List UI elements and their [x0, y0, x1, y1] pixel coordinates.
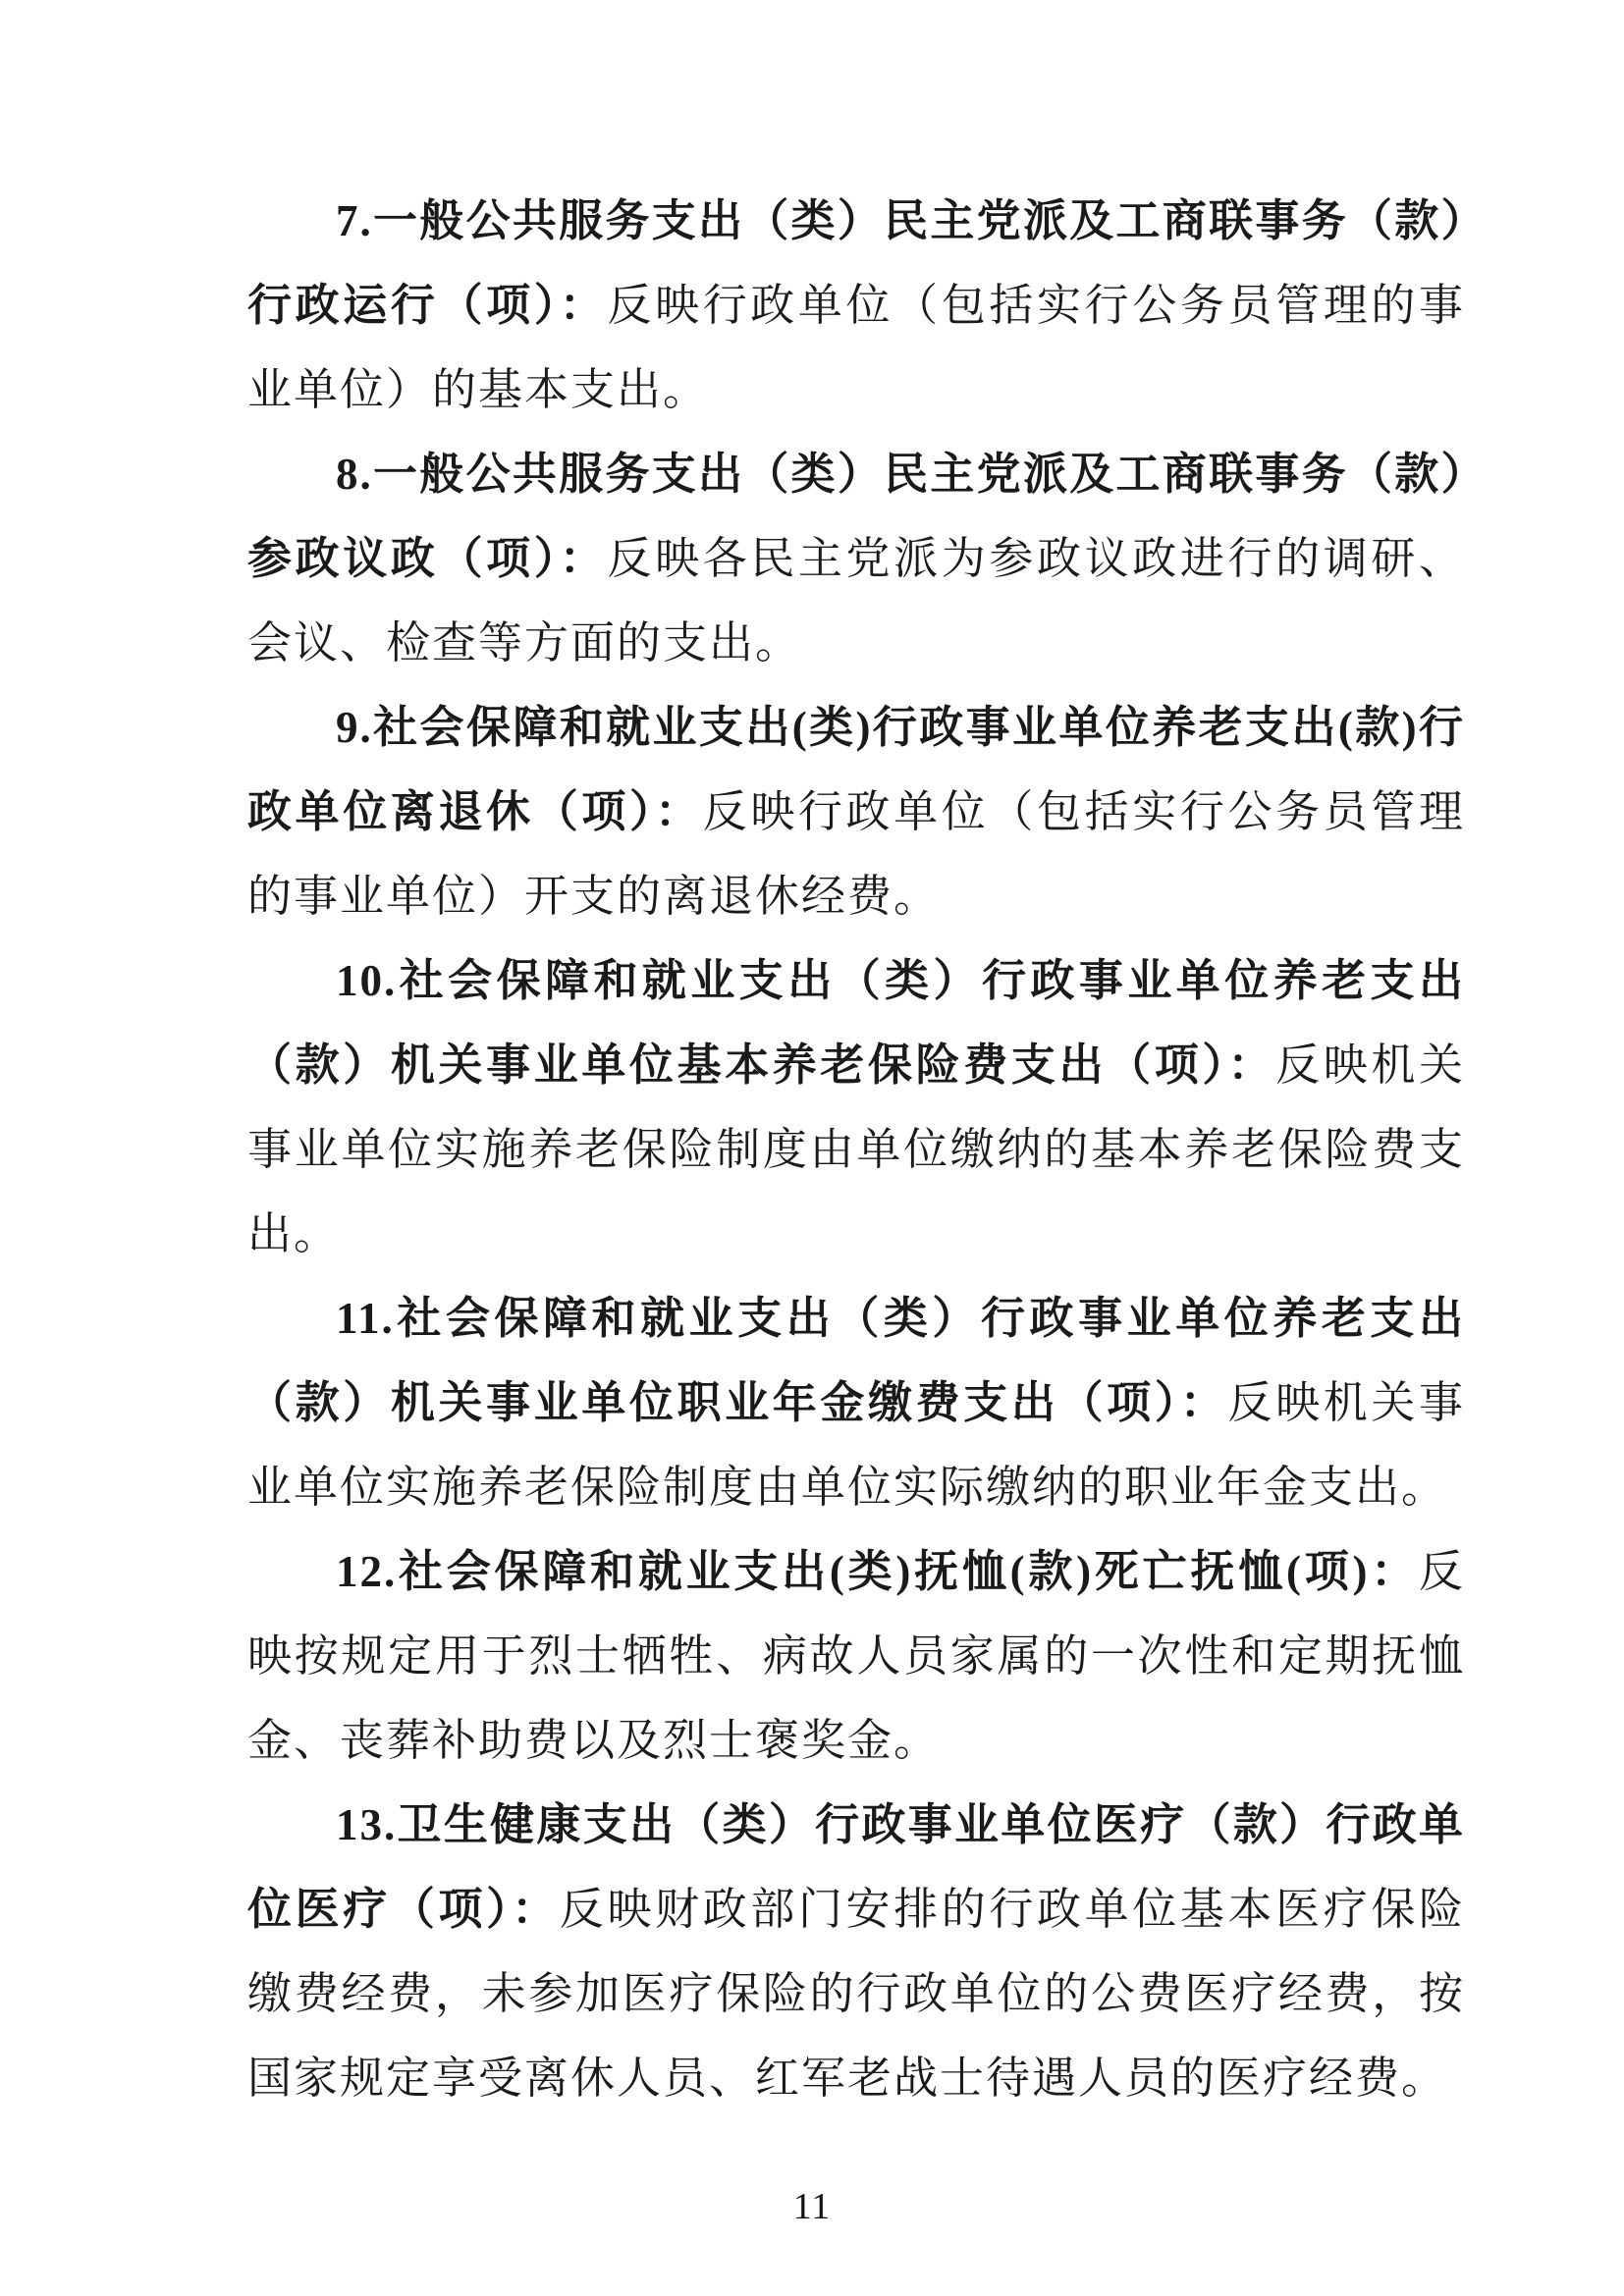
- paragraph-13: [247, 1783, 1465, 2120]
- page-content: [247, 179, 1465, 2120]
- paragraph-13-lead: 13.卫生健康支出（类）行政事业单位医疗（款）行政单位医疗（项）：: [247, 1800, 1465, 1934]
- paragraph-12-body: 反映按规定用于烈士牺牲、病故人员家属的一次性和定期抚恤金、丧葬补助费以及烈士褒奖金。: [247, 1547, 1465, 1765]
- paragraph-11-lead: 11.社会保障和就业支出（类）行政事业单位养老支出（款）机关事业单位职业年金缴费支出（项）：: [247, 1294, 1465, 1427]
- paragraph-11: [247, 1276, 1465, 1529]
- paragraph-7-body: 反映行政单位（包括实行公务员管理的事业单位）的基本支出。: [247, 281, 1465, 414]
- paragraph-7-lead: 7.一般公共服务支出（类）民主党派及工商联事务（款）行政运行（项）：: [247, 196, 1465, 330]
- paragraph-8-body: 反映各民主党派为参政议政进行的调研、会议、检查等方面的支出。: [247, 534, 1465, 667]
- paragraph-9-lead: 9.社会保障和就业支出(类)行政事业单位养老支出(款)行政单位离退休（项）：: [247, 703, 1465, 836]
- paragraph-10-body: 反映机关事业单位实施养老保险制度由单位缴纳的基本养老保险费支出。: [247, 1041, 1465, 1258]
- paragraph-7: [247, 179, 1465, 432]
- paragraph-8-lead: 8.一般公共服务支出（类）民主党派及工商联事务（款）参政议政（项）：: [247, 450, 1465, 583]
- page-number: 11: [792, 2186, 832, 2227]
- paragraph-12: [247, 1529, 1465, 1783]
- paragraph-13-body: 反映财政部门安排的行政单位基本医疗保险缴费经费，未参加医疗保险的行政单位的公费医疗经费，按国家规定享受离休人员、红军老战士待遇人员的医疗经费。: [247, 1885, 1465, 2103]
- paragraph-11-body: 反映机关事业单位实施养老保险制度由单位实际缴纳的职业年金支出。: [247, 1378, 1465, 1512]
- paragraph-8: [247, 432, 1465, 685]
- paragraph-9-body: 反映行政单位（包括实行公务员管理的事业单位）开支的离退休经费。: [247, 787, 1465, 921]
- paragraph-12-lead: 12.社会保障和就业支出(类)抚恤(款)死亡抚恤(项)：: [336, 1547, 1419, 1596]
- paragraph-9: [247, 685, 1465, 938]
- paragraph-10: [247, 938, 1465, 1276]
- paragraph-10-lead: 10.社会保障和就业支出（类）行政事业单位养老支出（款）机关事业单位基本养老保险费支出（项）：: [247, 956, 1465, 1090]
